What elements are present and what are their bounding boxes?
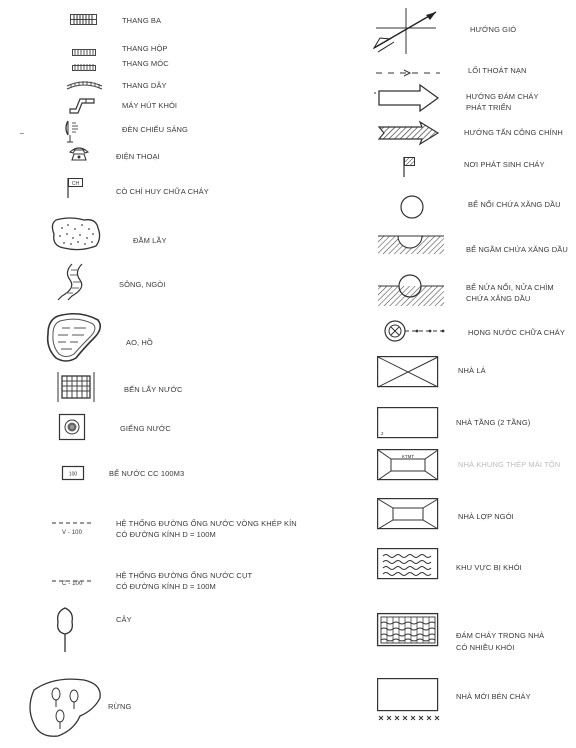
legend-label-dam-lay: ĐẦM LẦY [133,236,167,245]
svg-text:CH: CH [71,181,80,187]
legend-label-be-nua-2: CHỨA XĂNG DẦU [466,294,531,303]
fire-hydrant-icon [384,320,450,347]
fire-spread-arrow-icon [378,84,440,117]
floodlight-icon [64,119,94,148]
legend-label-gieng-nuoc: GIẾNG NƯỚC [120,424,171,433]
underground-tank-icon [378,236,444,265]
legend-label-rung: RỪNG [108,702,132,711]
legend-label-nha-la: NHÀ LÁ [458,366,486,375]
legend-label-dam-chay-nha-2: CÓ NHIỀU KHÓI [456,643,515,652]
semi-buried-tank-icon [378,272,444,313]
legend-label-thang-moc: THANG MÓC [122,59,169,68]
legend-label-thang-ba: THANG BA [122,16,162,25]
steel-frame-house-icon [377,449,439,486]
legend-label-dam-chay-nha-1: ĐÁM CHÁY TRONG NHÀ [456,631,545,640]
legend-label-khung-thep: NHÀ KHUNG THÉP MÁI TÔN [458,460,561,469]
newly-ignited-house-icon [377,678,441,729]
legend-label-song-ngoi: SÔNG, NGÒI [119,280,166,289]
surface-tank-icon [400,195,424,224]
water-intake-dock-icon [56,372,96,409]
tree-icon [54,606,76,659]
multi-storey-house-icon [377,407,439,444]
indoor-fire-smoke-icon [377,613,439,652]
legend-label-den-chieu-sang: ĐÈN CHIẾU SÁNG [122,125,188,134]
legend-label-tan-cong: HƯỚNG TẤN CÔNG CHÍNH [464,128,563,137]
legend-label-ong-cut-2: CÓ ĐƯỜNG KÍNH D = 100M [116,582,216,591]
smoke-extractor-icon [68,97,96,120]
legend-label-khu-khoi: KHU VỰC BỊ KHÓI [456,563,522,572]
swamp-icon [50,216,102,257]
legend-label-dam-chay-1: HƯỚNG ĐÁM CHÁY [466,92,539,101]
legend-label-thang-day: THANG DÂY [122,81,167,90]
ladder-triple-icon [70,13,98,31]
well-icon [59,414,85,445]
margin-mark [20,133,24,134]
command-flag-icon [66,176,90,205]
rope-ladder-icon [66,77,104,95]
legend-label-cay: CÂY [116,615,132,624]
escape-route-icon [376,65,440,83]
legend-label-co-chi-huy: CÒ CHỈ HUY CHỮA CHÁY [116,187,209,196]
legend-label-hong-nuoc: HỌNG NƯỚC CHỮA CHÁY [468,328,565,337]
ladder-hook-icon [72,59,96,77]
telephone-icon [68,146,90,167]
thatched-house-icon [377,356,439,393]
svg-text:100: 100 [68,471,78,478]
legend-label-be-nuoc: BỂ NƯỚC CC 100M3 [109,469,185,478]
legend-label-ong-cut-1: HỆ THỐNG ĐƯỜNG ỐNG NƯỚC CỤT [116,571,253,580]
main-attack-arrow-icon [378,121,440,150]
pipe-loop-code: V - 100 [62,530,83,536]
legend-label-moi-ben-chay: NHÀ MỚI BÉN CHÁY [456,692,531,701]
fire-origin-flag-icon [402,156,418,183]
pipe-deadend-code: C - 100 [62,581,83,587]
legend-label-ben-lay-nuoc: BẾN LẤY NƯỚC [124,385,183,394]
margin-mark [374,92,376,94]
wind-direction-icon [368,8,440,61]
legend-label-noi-phat-sinh: NƠI PHÁT SINH CHÁY [464,160,545,169]
legend-label-be-nua-1: BỂ NỬA NỔI, NỬA CHÌM [466,283,554,292]
legend-label-loi-thoat-nan: LỐI THOÁT NẠN [468,66,527,75]
svg-text:KTMT: KTMT [401,454,415,459]
legend-label-ao-ho: AO, HỒ [126,338,153,347]
svg-text:2: 2 [381,431,384,436]
river-icon [54,262,90,307]
legend-label-huong-gio: HƯỚNG GIÓ [470,25,517,34]
legend-label-lop-ngoi: NHÀ LỢP NGÓI [458,512,514,521]
legend-label-dam-chay-2: PHÁT TRIỂN [466,103,512,112]
legend-label-be-ngam: BỂ NGẦM CHỨA XĂNG DẦU [466,245,568,254]
legend-label-thang-hop: THANG HỘP [122,44,168,53]
tiled-roof-house-icon [377,498,439,535]
water-tank-icon [62,466,84,485]
legend-label-may-hut-khoi: MÁY HÚT KHÓI [122,101,178,110]
legend-label-dien-thoai: ĐIỆN THOẠI [116,152,160,161]
legend-label-ong-vong-1: HỆ THỐNG ĐƯỜNG ỐNG NƯỚC VÒNG KHÉP KÍN [116,519,297,528]
pond-icon [46,312,104,369]
smoke-area-icon [377,548,439,585]
forest-icon [24,674,104,745]
legend-label-ong-vong-2: CÓ ĐƯỜNG KÍNH D = 100M [116,530,216,539]
legend-label-nha-tang: NHÀ TẦNG (2 TẦNG) [456,418,531,427]
legend-label-be-noi: BỂ NỔI CHỨA XĂNG DẦU [468,200,561,209]
